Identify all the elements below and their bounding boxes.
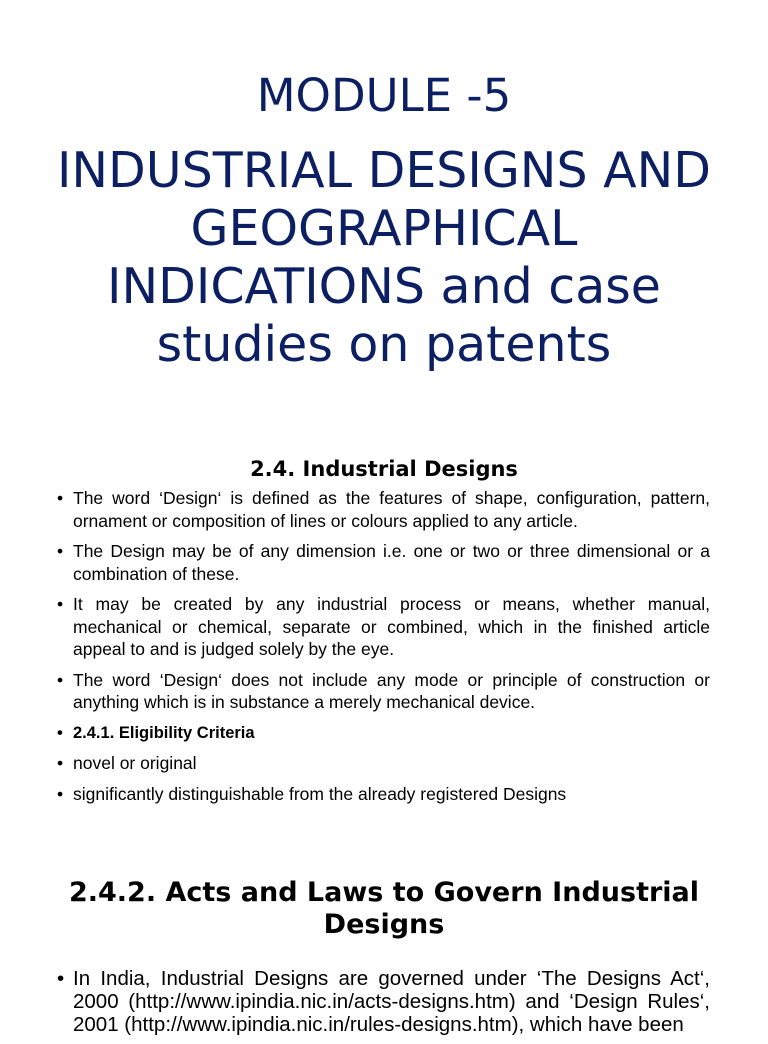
bullet-item <box>57 593 710 661</box>
bullet-item-eligibility-criteria <box>57 722 710 745</box>
bullet-text: The Design may be of any dimension i.e. one or two or three dimensional or a combination of these. <box>73 541 710 584</box>
module-subtitle: INDUSTRIAL DESIGNS AND GEOGRAPHICAL INDICATIONS and case studies on patents <box>56 142 712 373</box>
bullet-icon: • <box>57 669 64 690</box>
bullet-icon: • <box>57 541 64 561</box>
industrial-designs-bullets <box>0 487 768 805</box>
bullet-text: The word ‘Design‘ does not include any mode or principle of construction or anything which is in substance a merely mechanical device. <box>73 669 710 712</box>
bullet-item <box>57 967 710 1036</box>
bullet-icon: • <box>57 753 64 773</box>
bullet-item <box>57 540 710 585</box>
bullet-text: It may be created by any industrial process or means, whether manual, mechanical or chemical, separate or combined, which in the finished article appeal to and is judged solely by the eye. <box>73 594 710 659</box>
bullet-icon: • <box>57 594 64 614</box>
bullet-item <box>57 752 710 775</box>
bullet-text: The word ‘Design‘ is defined as the features of shape, configuration, pattern, ornament or composition of lines or colours applied to any article. <box>73 488 710 531</box>
bullet-icon: • <box>57 488 64 508</box>
section-heading-acts-laws: 2.4.2. Acts and Laws to Govern Industrial Designs <box>68 877 700 940</box>
acts-laws-bullets <box>0 967 768 1036</box>
bullet-text: 2.4.1. Eligibility Criteria <box>73 723 255 742</box>
module-title: MODULE -5 <box>256 69 512 122</box>
section-heading-industrial-designs: 2.4. Industrial Designs <box>250 457 518 481</box>
bullet-text: significantly distinguishable from the already registered Designs <box>73 783 567 804</box>
bullet-icon: • <box>57 783 64 804</box>
bullet-item <box>57 669 710 714</box>
industrial-designs-section <box>0 455 768 813</box>
bullet-icon: • <box>57 967 65 990</box>
bullet-icon: • <box>57 723 63 742</box>
slide-title-block <box>0 66 768 374</box>
bullet-text: novel or original <box>73 753 197 773</box>
bullet-text: In India, Industrial Designs are governed under ‘The Designs Act‘, 2000 (http://www.ipindia.nic.in/acts-designs.htm) and ‘Design Rules‘, 2001 (http://www.ipindia.nic.in/rules-designs.htm), which have been <box>73 967 710 1036</box>
bullet-item <box>57 487 710 532</box>
acts-laws-section <box>0 877 768 1044</box>
bullet-item <box>57 783 710 806</box>
